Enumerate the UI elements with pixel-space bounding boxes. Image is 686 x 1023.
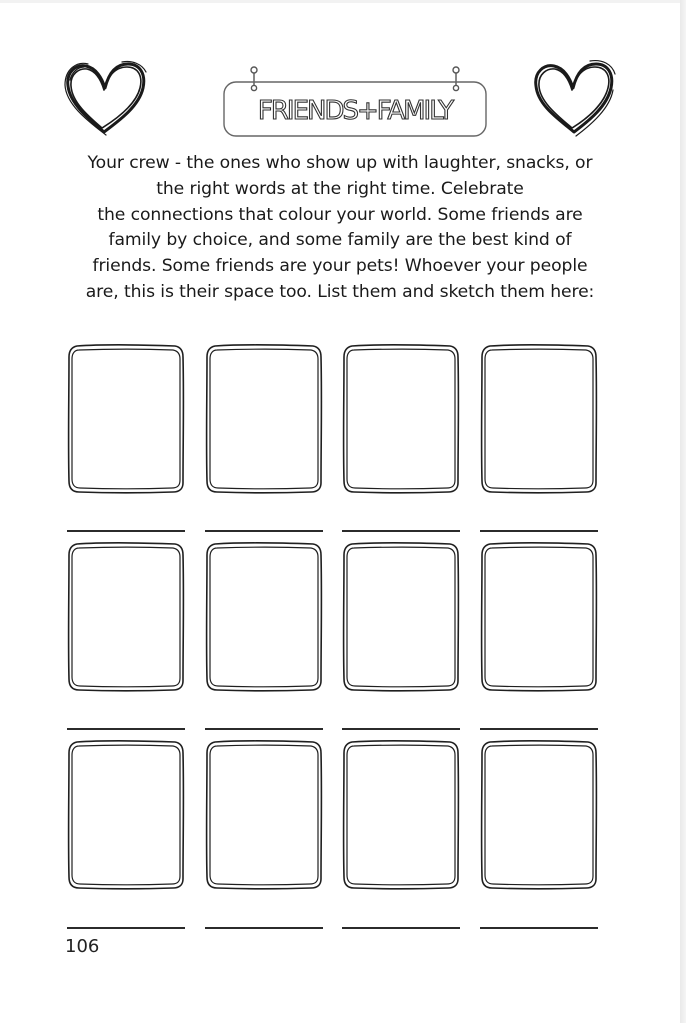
name-line xyxy=(342,728,460,730)
intro-line: family by choice, and some family are the best kind of xyxy=(108,230,572,251)
name-line xyxy=(342,530,460,532)
name-line xyxy=(67,530,185,532)
name-line xyxy=(480,530,598,532)
intro-line: are, this is their space too. List them and sketch them here: xyxy=(85,281,595,302)
sketch-frame xyxy=(480,541,598,693)
sketch-frame xyxy=(480,343,598,495)
sketch-frame xyxy=(342,541,460,693)
intro-line: the connections that colour your world. Some friends are xyxy=(97,204,583,225)
sketch-frame xyxy=(205,541,323,693)
sketch-frame xyxy=(342,739,460,891)
intro-line: the right words at the right time. Celebrate xyxy=(156,178,524,199)
name-line xyxy=(205,927,323,929)
sketch-frame xyxy=(342,343,460,495)
name-line xyxy=(205,530,323,532)
name-line xyxy=(205,728,323,730)
name-line xyxy=(480,927,598,929)
sketch-frame xyxy=(205,343,323,495)
sketch-frame xyxy=(67,739,185,891)
intro-line: friends. Some friends are your pets! Whoever your people xyxy=(92,256,588,277)
sketch-frame xyxy=(480,739,598,891)
page-title: FRIENDS+FAMILY xyxy=(257,96,453,126)
intro-line: Your crew - the ones who show up with laughter, snacks, or xyxy=(87,153,593,173)
name-line xyxy=(67,728,185,730)
page-number: 106 xyxy=(65,936,100,957)
name-line xyxy=(480,728,598,730)
name-line xyxy=(342,927,460,929)
sketch-frame xyxy=(205,739,323,891)
sketch-frame xyxy=(67,541,185,693)
name-line xyxy=(67,927,185,929)
sketch-frame xyxy=(67,343,185,495)
